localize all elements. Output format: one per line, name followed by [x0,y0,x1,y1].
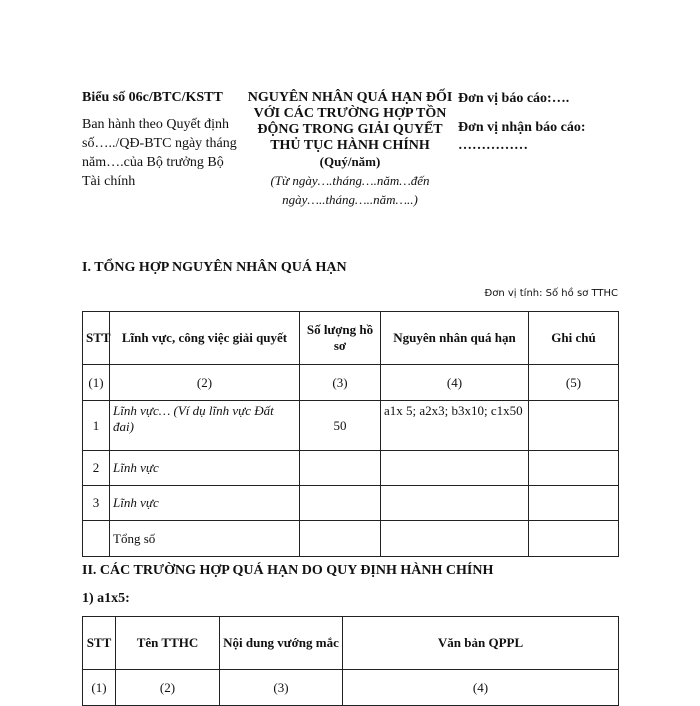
reporting-unit: Đơn vị báo cáo:…. [458,91,570,106]
violations-table [82,616,619,706]
form-code: Biểu số 06c/BTC/KSTT [82,90,223,105]
column-header-legal-doc: Văn bản QPPL [343,617,619,670]
row-count: 50 [300,401,381,451]
column-header-cause: Nguyên nhân quá hạn [381,312,529,365]
total-label: Tổng số [110,521,300,557]
column-number: (5) [529,365,619,401]
report-period: (Quý/năm) [319,154,381,169]
row-field: Lĩnh vực [110,451,300,486]
section-1-title: I. TỔNG HỢP NGUYÊN NHÂN QUÁ HẠN [82,260,347,275]
row-note [529,451,619,486]
column-header-count: Số lượng hồ sơ [300,312,381,365]
row-note [529,401,619,451]
column-header-stt: STT [83,617,116,670]
table-row [83,451,619,486]
row-field: Lĩnh vực… (Ví dụ lĩnh vực Đất đai) [110,401,300,451]
table-row [83,401,619,451]
column-header-note: Ghi chú [529,312,619,365]
summary-table [82,311,619,557]
date-range: (Từ ngày….tháng….năm…đến ngày…..tháng…..năm…..) [270,173,430,207]
column-header-procedure: Tên TTHC [116,617,220,670]
column-number: (2) [116,670,220,706]
column-number: (3) [220,670,343,706]
column-number: (1) [83,670,116,706]
issued-by-note: Ban hành theo Quyết định số…../QĐ-BTC ngày tháng năm….của Bộ trưởng Bộ Tài chính [82,117,237,189]
column-header-stt: STT [83,312,110,365]
row-field: Lĩnh vực [110,486,300,521]
row-stt: 2 [83,451,110,486]
table-row [83,486,619,521]
header-right [458,90,618,155]
column-number: (3) [300,365,381,401]
column-number: (1) [83,365,110,401]
column-number: (4) [343,670,619,706]
document-title: NGUYÊN NHÂN QUÁ HẠN ĐỐI VỚI CÁC TRƯỜNG HỢP TỒN ĐỘNG TRONG GIẢI QUYẾT THỦ TỤC HÀNH CHÍNH [247,90,453,153]
row-note [529,486,619,521]
table-row-total [83,521,619,557]
column-header-field: Lĩnh vực, công việc giải quyết [110,312,300,365]
section-2-title: II. CÁC TRƯỜNG HỢP QUÁ HẠN DO QUY ĐỊNH HÀNH CHÍNH [82,563,494,578]
receiving-unit: Đơn vị nhận báo cáo: …………… [458,120,586,153]
column-number: (2) [110,365,300,401]
row-stt: 1 [83,401,110,451]
row-cause: a1x 5; a2x3; b3x10; c1x50 [381,401,529,451]
header-left [82,90,242,191]
subsection-title: 1) a1x5: [82,591,130,606]
column-number: (4) [381,365,529,401]
column-header-issue: Nội dung vướng mắc [220,617,343,670]
row-cause [381,486,529,521]
row-cause [381,451,529,486]
row-count [300,451,381,486]
row-count [300,486,381,521]
unit-label: Đơn vị tính: Số hồ sơ TTHC [484,288,618,299]
row-stt: 3 [83,486,110,521]
header-center [243,90,457,209]
